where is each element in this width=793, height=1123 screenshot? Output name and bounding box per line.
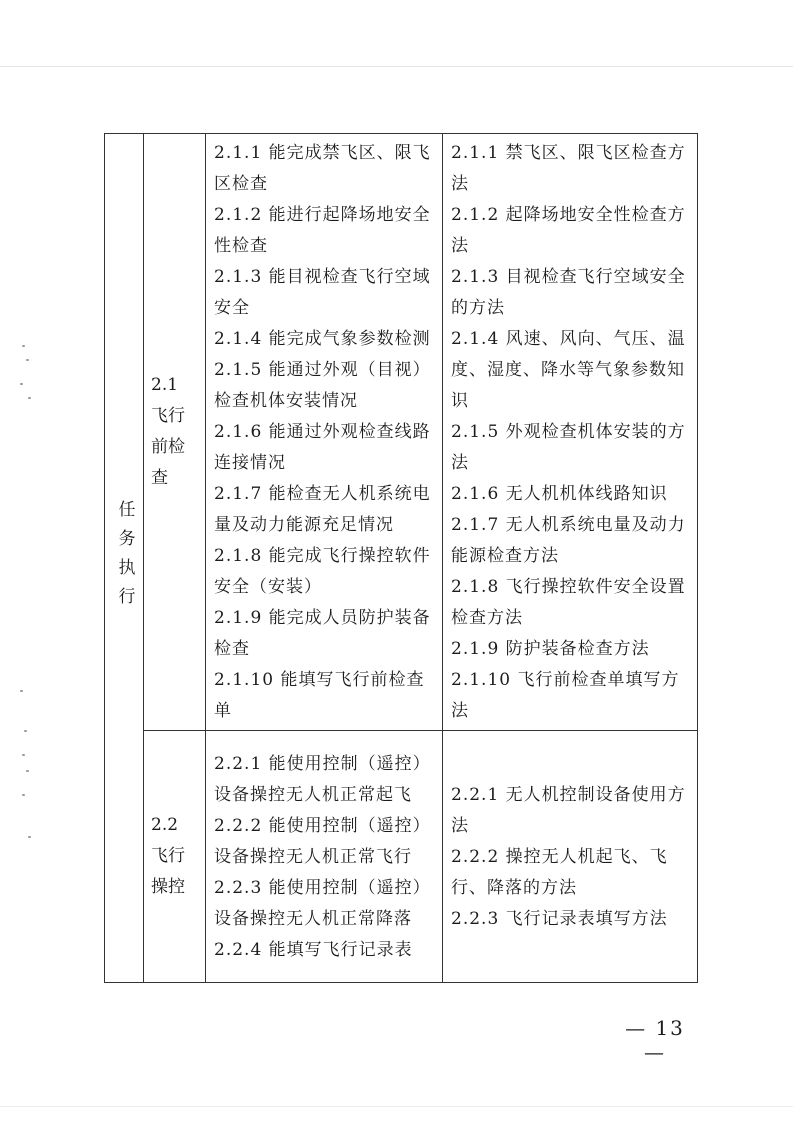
list-item: 2.2.2 能使用控制（遥控）设备操控无人机正常飞行: [214, 815, 431, 867]
list-item: 2.1.9 能完成人员防护装备检查: [214, 608, 431, 659]
category-cell: [105, 134, 144, 983]
table-row: [105, 134, 698, 731]
group-title: [151, 401, 205, 494]
list-item: 2.1.7 能检查无人机系统电量及动力能源充足情况: [214, 484, 431, 535]
list-item: 2.1.1 禁飞区、限飞区检查方法: [451, 143, 686, 194]
group-title-line: 操控: [151, 877, 185, 897]
skills-table: [104, 133, 698, 983]
list-item: 2.1.2 能进行起降场地安全性检查: [214, 205, 431, 256]
list-item: 2.1.5 能通过外观（目视）检查机体安装情况: [214, 360, 431, 411]
list-item: 2.1.3 目视检查飞行空域安全的方法: [451, 267, 686, 318]
scan-bottom-rule: [0, 1106, 793, 1107]
group-title-line: 前检: [151, 437, 185, 457]
list-item: 2.1.3 能目视检查飞行空域安全: [214, 267, 431, 318]
list-item: 2.1.6 能通过外观检查线路连接情况: [214, 422, 431, 473]
list-item: 2.1.2 起降场地安全性检查方法: [451, 205, 686, 256]
list-item: 2.1.8 飞行操控软件安全设置检查方法: [451, 577, 686, 628]
list-item: 2.2.3 能使用控制（遥控）设备操控无人机正常降落: [214, 877, 431, 929]
page-number: — 13 —: [625, 1016, 685, 1064]
list-item: 2.2.3 飞行记录表填写方法: [451, 908, 668, 929]
group-id: 2.1: [151, 375, 179, 395]
list-item: 2.1.8 能完成飞行操控软件安全（安装）: [214, 546, 431, 597]
list-item: 2.1.1 能完成禁飞区、限飞区检查: [214, 143, 431, 194]
group-title: [151, 841, 205, 903]
list-item: 2.1.4 风速、风向、气压、温度、湿度、降水等气象参数知识: [451, 329, 686, 411]
group-title-line: 飞行: [151, 846, 185, 866]
abilities-cell-2-1: [206, 134, 443, 731]
group-cell-2-1: [144, 134, 206, 731]
list-item: 2.1.6 无人机机体线路知识: [451, 484, 668, 504]
list-item: 2.2.4 能填写飞行记录表: [214, 939, 413, 960]
list-item: 2.1.4 能完成气象参数检测: [214, 329, 431, 349]
list-item: 2.1.10 能填写飞行前检查单: [214, 670, 425, 721]
group-cell-2-2: [144, 731, 206, 983]
scan-top-rule: [0, 66, 793, 67]
list-item: 2.1.5 外观检查机体安装的方法: [451, 422, 686, 473]
list-item: 2.1.7 无人机系统电量及动力能源检查方法: [451, 515, 686, 566]
knowledge-cell-2-2: [443, 731, 698, 983]
group-id: 2.2: [151, 815, 179, 835]
group-title-line: 查: [151, 468, 168, 488]
table-row: [105, 731, 698, 983]
abilities-cell-2-2: [206, 731, 443, 983]
list-item: 2.2.2 操控无人机起飞、飞行、降落的方法: [451, 846, 668, 898]
group-title-line: 飞行: [151, 406, 185, 426]
list-item: 2.2.1 能使用控制（遥控）设备操控无人机正常起飞: [214, 753, 431, 805]
list-item: 2.1.9 防护装备检查方法: [451, 639, 650, 659]
category-label: 任务执行: [114, 500, 135, 616]
knowledge-cell-2-1: [443, 134, 698, 731]
list-item: 2.1.10 飞行前检查单填写方法: [451, 670, 680, 721]
list-item: 2.2.1 无人机控制设备使用方法: [451, 784, 686, 836]
